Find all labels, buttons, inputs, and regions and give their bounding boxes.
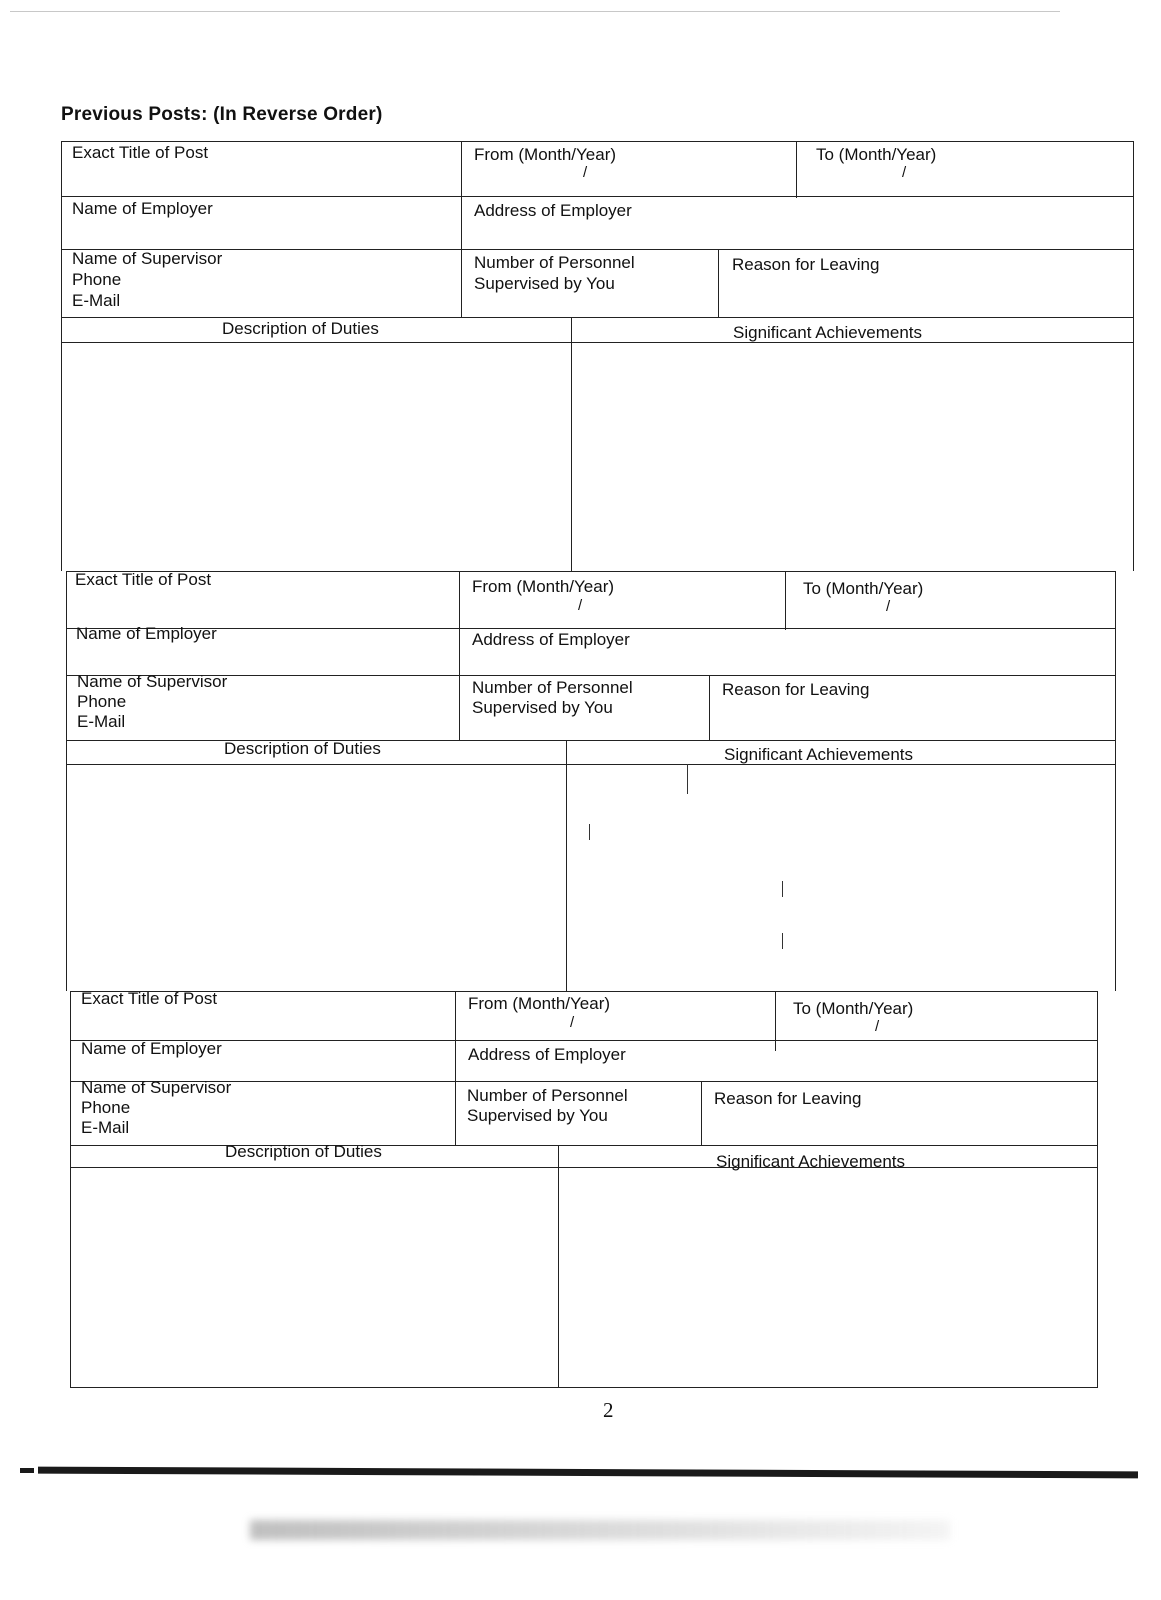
scan-shadow xyxy=(250,1520,950,1540)
achievements-field[interactable] xyxy=(560,1168,1096,1386)
from-date-field[interactable]: / xyxy=(583,164,588,181)
achievements-field[interactable] xyxy=(573,343,1132,571)
duties-header: Description of Duties xyxy=(222,319,379,338)
top-rule xyxy=(10,11,1060,12)
to-date-label: To (Month/Year) xyxy=(816,145,937,164)
personnel-label-line2: Supervised by You xyxy=(467,1106,608,1125)
from-date-label: From (Month/Year) xyxy=(472,577,615,596)
to-date-field[interactable]: / xyxy=(902,164,907,181)
supervisor-name-label: Name of Supervisor xyxy=(77,672,228,691)
reason-leaving-label: Reason for Leaving xyxy=(714,1089,862,1108)
to-date-label: To (Month/Year) xyxy=(803,579,924,598)
achievements-header: Significant Achievements xyxy=(716,1152,905,1171)
supervisor-name-label: Name of Supervisor xyxy=(72,249,223,268)
phone-label: Phone xyxy=(81,1098,131,1117)
exact-title-label: Exact Title of Post xyxy=(72,143,209,162)
to-date-field[interactable]: / xyxy=(875,1018,880,1035)
achievements-header: Significant Achievements xyxy=(733,323,922,342)
employer-name-label: Name of Employer xyxy=(76,624,217,643)
achievements-field[interactable] xyxy=(568,765,1114,991)
from-date-field[interactable]: / xyxy=(570,1014,575,1031)
employer-address-label: Address of Employer xyxy=(472,630,630,649)
employer-address-label: Address of Employer xyxy=(474,201,632,220)
to-date-field[interactable]: / xyxy=(886,598,891,615)
supervisor-name-label: Name of Supervisor xyxy=(81,1078,232,1097)
section-heading: Previous Posts: (In Reverse Order) xyxy=(61,104,383,125)
email-label: E-Mail xyxy=(72,291,121,310)
bottom-rule-stub xyxy=(20,1468,34,1473)
employer-address-label: Address of Employer xyxy=(468,1045,626,1064)
duties-field[interactable] xyxy=(67,765,565,991)
duties-field[interactable] xyxy=(62,343,570,571)
personnel-label-line1: Number of Personnel xyxy=(467,1086,628,1105)
duties-field[interactable] xyxy=(71,1168,557,1386)
personnel-label-line1: Number of Personnel xyxy=(474,253,635,272)
achievements-header: Significant Achievements xyxy=(724,745,913,764)
email-label: E-Mail xyxy=(77,712,126,731)
phone-label: Phone xyxy=(77,692,127,711)
page-number: 2 xyxy=(603,1398,614,1422)
exact-title-label: Exact Title of Post xyxy=(75,570,212,589)
duties-header: Description of Duties xyxy=(224,739,381,758)
duties-header: Description of Duties xyxy=(225,1142,382,1161)
employer-name-label: Name of Employer xyxy=(72,199,213,218)
from-date-label: From (Month/Year) xyxy=(474,145,617,164)
email-label: E-Mail xyxy=(81,1118,130,1137)
bottom-rule xyxy=(38,1467,1138,1479)
personnel-label-line1: Number of Personnel xyxy=(472,678,633,697)
personnel-label-line2: Supervised by You xyxy=(474,274,615,293)
employer-name-label: Name of Employer xyxy=(81,1039,222,1058)
to-date-label: To (Month/Year) xyxy=(793,999,914,1018)
from-date-field[interactable]: / xyxy=(578,597,583,614)
exact-title-label: Exact Title of Post xyxy=(81,989,218,1008)
reason-leaving-label: Reason for Leaving xyxy=(732,255,880,274)
phone-label: Phone xyxy=(72,270,122,289)
from-date-label: From (Month/Year) xyxy=(468,994,611,1013)
personnel-label-line2: Supervised by You xyxy=(472,698,613,717)
reason-leaving-label: Reason for Leaving xyxy=(722,680,870,699)
